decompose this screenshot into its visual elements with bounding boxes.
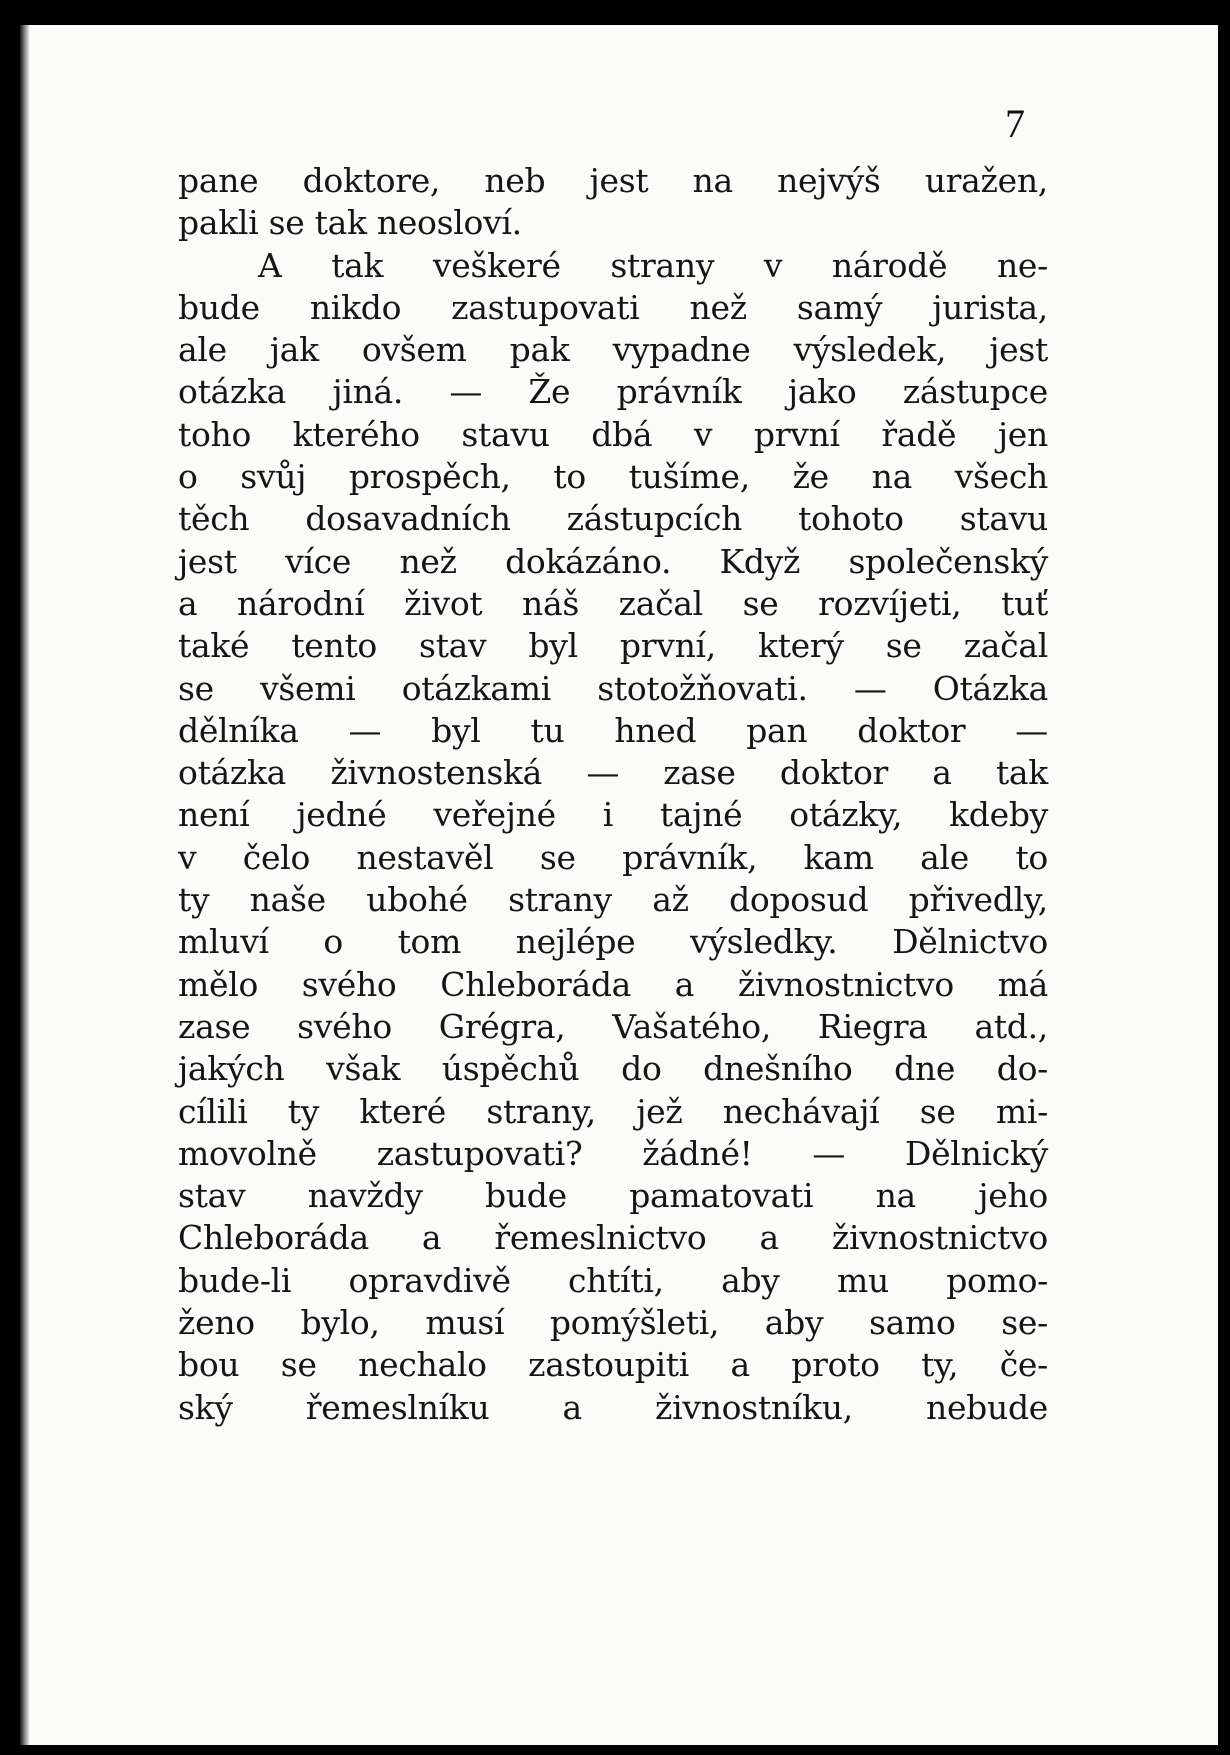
text-line: otázka živnostenská — zase doktor a tak xyxy=(178,753,1048,793)
text-line: ský řemeslníku a živnostníku, nebude xyxy=(178,1387,1048,1427)
text-line: mluví o tom nejlépe výsledky. Dělnictvo xyxy=(178,922,1048,962)
text-line: se všemi otázkami stotožňovati. — Otázka xyxy=(178,668,1048,708)
text-line: jakých však úspěchů do dnešního dne do- xyxy=(178,1049,1048,1089)
text-line: toho kterého stavu dbá v první řadě jen xyxy=(178,414,1048,454)
body-text xyxy=(178,160,1048,1429)
text-line: ale jak ovšem pak vypadne výsledek, jest xyxy=(178,330,1048,370)
text-line: bou se nechalo zastoupiti a proto ty, če- xyxy=(178,1345,1048,1385)
text-line: není jedné veřejné i tajné otázky, kdeby xyxy=(178,795,1048,835)
text-line: ty naše ubohé strany až doposud přivedly, xyxy=(178,880,1048,920)
text-line: Chleboráda a řemeslnictvo a živnostnictvo xyxy=(178,1218,1048,1258)
text-line: jest více než dokázáno. Když společenský xyxy=(178,541,1048,581)
text-line: A tak veškeré strany v národě ne- xyxy=(258,245,1048,285)
page-number: 7 xyxy=(1005,101,1025,146)
text-line: movolně zastupovati? žádné! — Dělnický xyxy=(178,1133,1048,1173)
text-line: pane doktore, neb jest na nejvýš uražen, xyxy=(178,161,1048,200)
text-line: otázka jiná. — Že právník jako zástupce xyxy=(178,372,1048,412)
text-line: těch dosavadních zástupcích tohoto stavu xyxy=(178,499,1048,539)
text-line: o svůj prospěch, to tušíme, že na všech xyxy=(178,457,1048,497)
text-line: stav navždy bude pamatovati na jeho xyxy=(178,1176,1048,1216)
text-line: v čelo nestavěl se právník, kam ale to xyxy=(178,837,1048,877)
binding-edge xyxy=(20,25,30,1745)
text-line: zase svého Grégra, Vašatého, Riegra atd., xyxy=(178,1006,1048,1046)
text-line: ženo bylo, musí pomýšleti, aby samo se- xyxy=(178,1303,1048,1343)
text-line: mělo svého Chleboráda a živnostnictvo má xyxy=(178,964,1048,1004)
text-line: bude-li opravdivě chtíti, aby mu pomo- xyxy=(178,1260,1048,1300)
text-line: a národní život náš začal se rozvíjeti, tuť xyxy=(178,583,1048,623)
text-line: cílili ty které strany, jež nechávají se mi- xyxy=(178,1091,1048,1131)
text-line: pakli se tak neosloví. xyxy=(178,203,522,243)
text-line: také tento stav byl první, který se začal xyxy=(178,626,1048,666)
text-line: dělníka — byl tu hned pan doktor — xyxy=(178,710,1048,750)
text-line: bude nikdo zastupovati než samý jurista, xyxy=(178,287,1048,327)
